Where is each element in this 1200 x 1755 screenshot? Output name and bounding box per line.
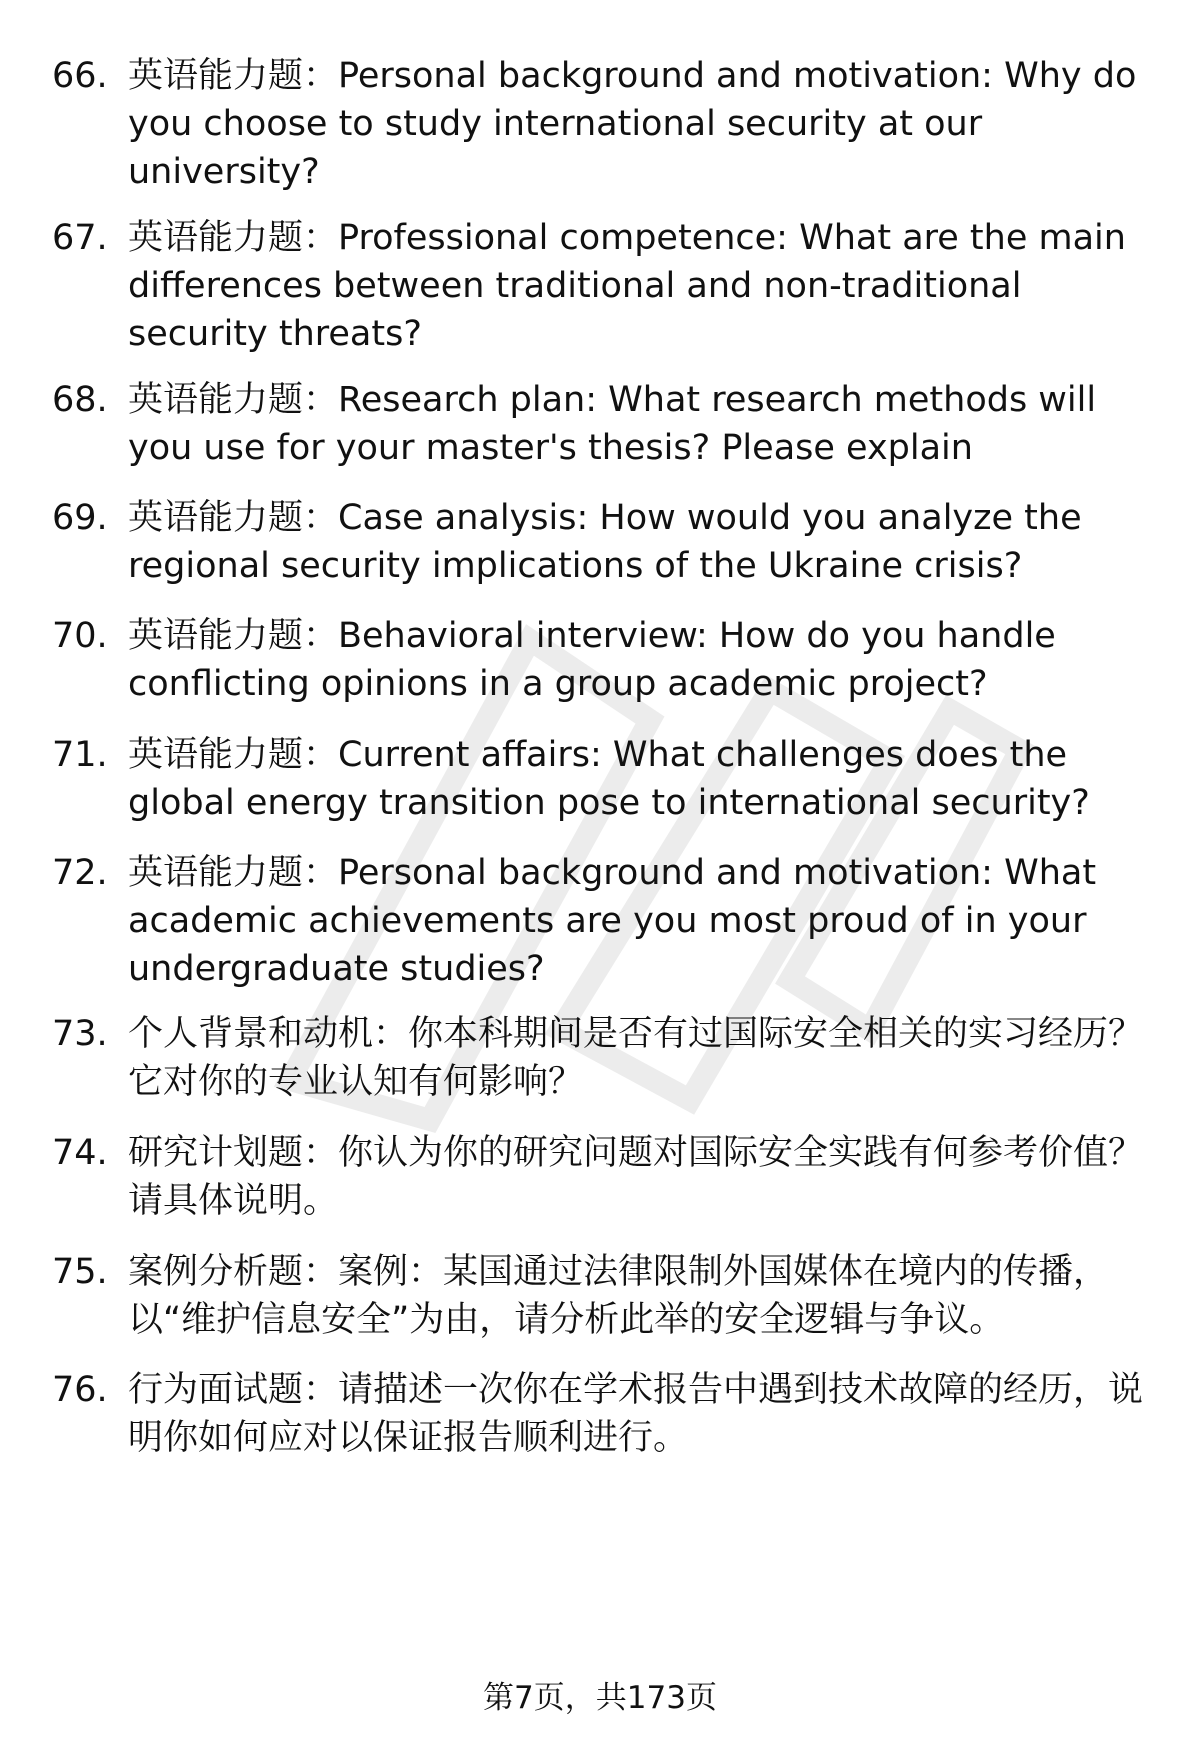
question-item-76 xyxy=(52,1366,1162,1462)
question-number: 67. xyxy=(52,218,108,258)
question-text: 英语能力题：Professional competence: What are the main differences between traditional and non-traditional security threats? xyxy=(128,218,1126,354)
question-number: 76. xyxy=(52,1370,108,1410)
question-item-70 xyxy=(52,612,1162,708)
question-text: 英语能力题：Research plan: What research methods will you use for your master's thesis? Please explain xyxy=(128,380,1097,468)
question-item-69 xyxy=(52,494,1162,590)
question-item-71 xyxy=(52,731,1162,827)
question-number: 74. xyxy=(52,1133,108,1173)
question-text: 案例分析题：案例：某国通过法律限制外国媒体在境内的传播，以“维护信息安全”为由，请分析此举的安全逻辑与争议。 xyxy=(128,1252,1109,1340)
question-text: 个人背景和动机：你本科期间是否有过国际安全相关的实习经历？它对你的专业认知有何影响？ xyxy=(128,1014,1144,1102)
question-number: 75. xyxy=(52,1252,108,1292)
question-item-67 xyxy=(52,214,1162,358)
question-item-68 xyxy=(52,376,1162,472)
question-text: 英语能力题：Current affairs: What challenges does the global energy transition pose to international security? xyxy=(128,735,1090,823)
question-number: 73. xyxy=(52,1014,108,1054)
question-item-72 xyxy=(52,849,1162,993)
question-item-74 xyxy=(52,1129,1162,1225)
question-text: 英语能力题：Personal background and motivation: What academic achievements are you most proud of in your undergraduate studies? xyxy=(128,853,1097,989)
question-text: 英语能力题：Behavioral interview: How do you handle conflicting opinions in a group academic project? xyxy=(128,616,1056,704)
question-text: 行为面试题：请描述一次你在学术报告中遇到技术故障的经历，说明你如何应对以保证报告顺利进行。 xyxy=(128,1370,1144,1458)
question-item-75 xyxy=(52,1248,1162,1344)
question-item-73 xyxy=(52,1010,1162,1106)
question-number: 66. xyxy=(52,56,108,96)
question-number: 72. xyxy=(52,853,108,893)
question-number: 71. xyxy=(52,735,108,775)
question-text: 研究计划题：你认为你的研究问题对国际安全实践有何参考价值？请具体说明。 xyxy=(128,1133,1144,1221)
question-text: 英语能力题：Personal background and motivation: Why do you choose to study international security at our university? xyxy=(128,56,1137,192)
question-number: 70. xyxy=(52,616,108,656)
page-indicator: 第7页，共173页 xyxy=(483,1680,717,1716)
question-number: 68. xyxy=(52,380,108,420)
question-item-66 xyxy=(52,52,1162,196)
question-number: 69. xyxy=(52,498,108,538)
question-text: 英语能力题：Case analysis: How would you analyze the regional security implications of the Ukraine crisis? xyxy=(128,498,1082,586)
